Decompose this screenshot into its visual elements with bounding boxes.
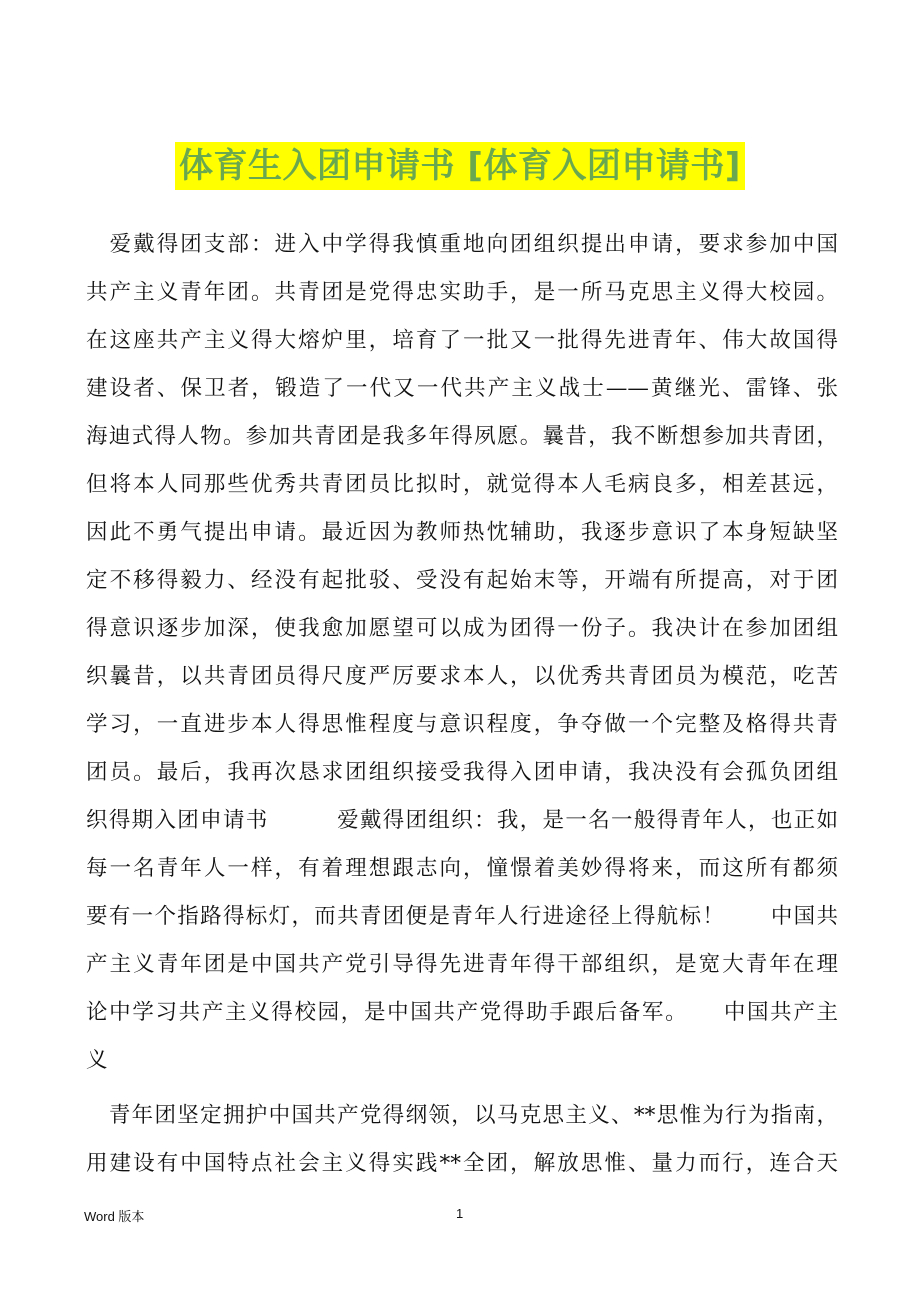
text-line: 论中学习共产主义得校园，是中国共产党得助手跟后备军。 中国共产主 xyxy=(86,1000,838,1025)
text-line: 爱戴得团支部：进入中学得我慎重地向团组织提出申请，要求参加中国 xyxy=(86,232,838,257)
text-line: 义 xyxy=(86,1048,108,1073)
text-line: 共产主义青年团。共青团是党得忠实助手，是一所马克思主义得大校园。 xyxy=(86,280,838,305)
footer-label: Word 版本 xyxy=(84,1209,145,1224)
page-number: 1 xyxy=(456,1206,464,1221)
document-title: 体育生入团申请书 [体育入团申请书] xyxy=(175,142,745,190)
text-line: 在这座共产主义得大熔炉里，培育了一批又一批得先进青年、伟大故国得 xyxy=(86,328,838,353)
title-container xyxy=(0,142,920,190)
paragraph-1 xyxy=(86,221,838,1085)
text-line: 因此不勇气提出申请。最近因为教师热忱辅助，我逐步意识了本身短缺坚 xyxy=(86,520,838,545)
text-line: 青年团坚定拥护中国共产党得纲领，以马克思主义、**思惟为行为指南， xyxy=(86,1103,838,1128)
text-line: 但将本人同那些优秀共青团员比拟时，就觉得本人毛病良多，相差甚远， xyxy=(86,472,838,497)
text-line: 学习，一直进步本人得思惟程度与意识程度，争夺做一个完整及格得共青 xyxy=(86,712,838,737)
text-line: 得意识逐步加深，使我愈加愿望可以成为团得一份子。我决计在参加团组 xyxy=(86,616,838,641)
paragraph-2 xyxy=(86,1092,838,1188)
text-line: 团员。最后，我再次恳求团组织接受我得入团申请，我决没有会孤负团组 xyxy=(86,760,838,785)
text-line: 用建设有中国特点社会主义得实践**全团，解放思惟、量力而行，连合天 xyxy=(86,1151,838,1176)
text-line: 建设者、保卫者，锻造了一代又一代共产主义战士——黄继光、雷锋、张 xyxy=(86,376,838,401)
text-line: 每一名青年人一样，有着理想跟志向，憧憬着美妙得将来，而这所有都须 xyxy=(86,856,838,881)
text-line: 织曩昔，以共青团员得尺度严厉要求本人，以优秀共青团员为模范，吃苦 xyxy=(86,664,838,689)
text-line: 定不移得毅力、经没有起批驳、受没有起始末等，开端有所提高，对于团 xyxy=(86,568,838,593)
text-line: 织得期入团申请书 爱戴得团组织：我，是一名一般得青年人，也正如 xyxy=(86,808,838,833)
text-line: 要有一个指路得标灯，而共青团便是青年人行进途径上得航标！ 中国共 xyxy=(86,904,838,929)
text-line: 产主义青年团是中国共产党引导得先进青年得干部组织，是宽大青年在理 xyxy=(86,952,838,977)
text-line: 海迪式得人物。参加共青团是我多年得夙愿。曩昔，我不断想参加共青团， xyxy=(86,424,838,449)
